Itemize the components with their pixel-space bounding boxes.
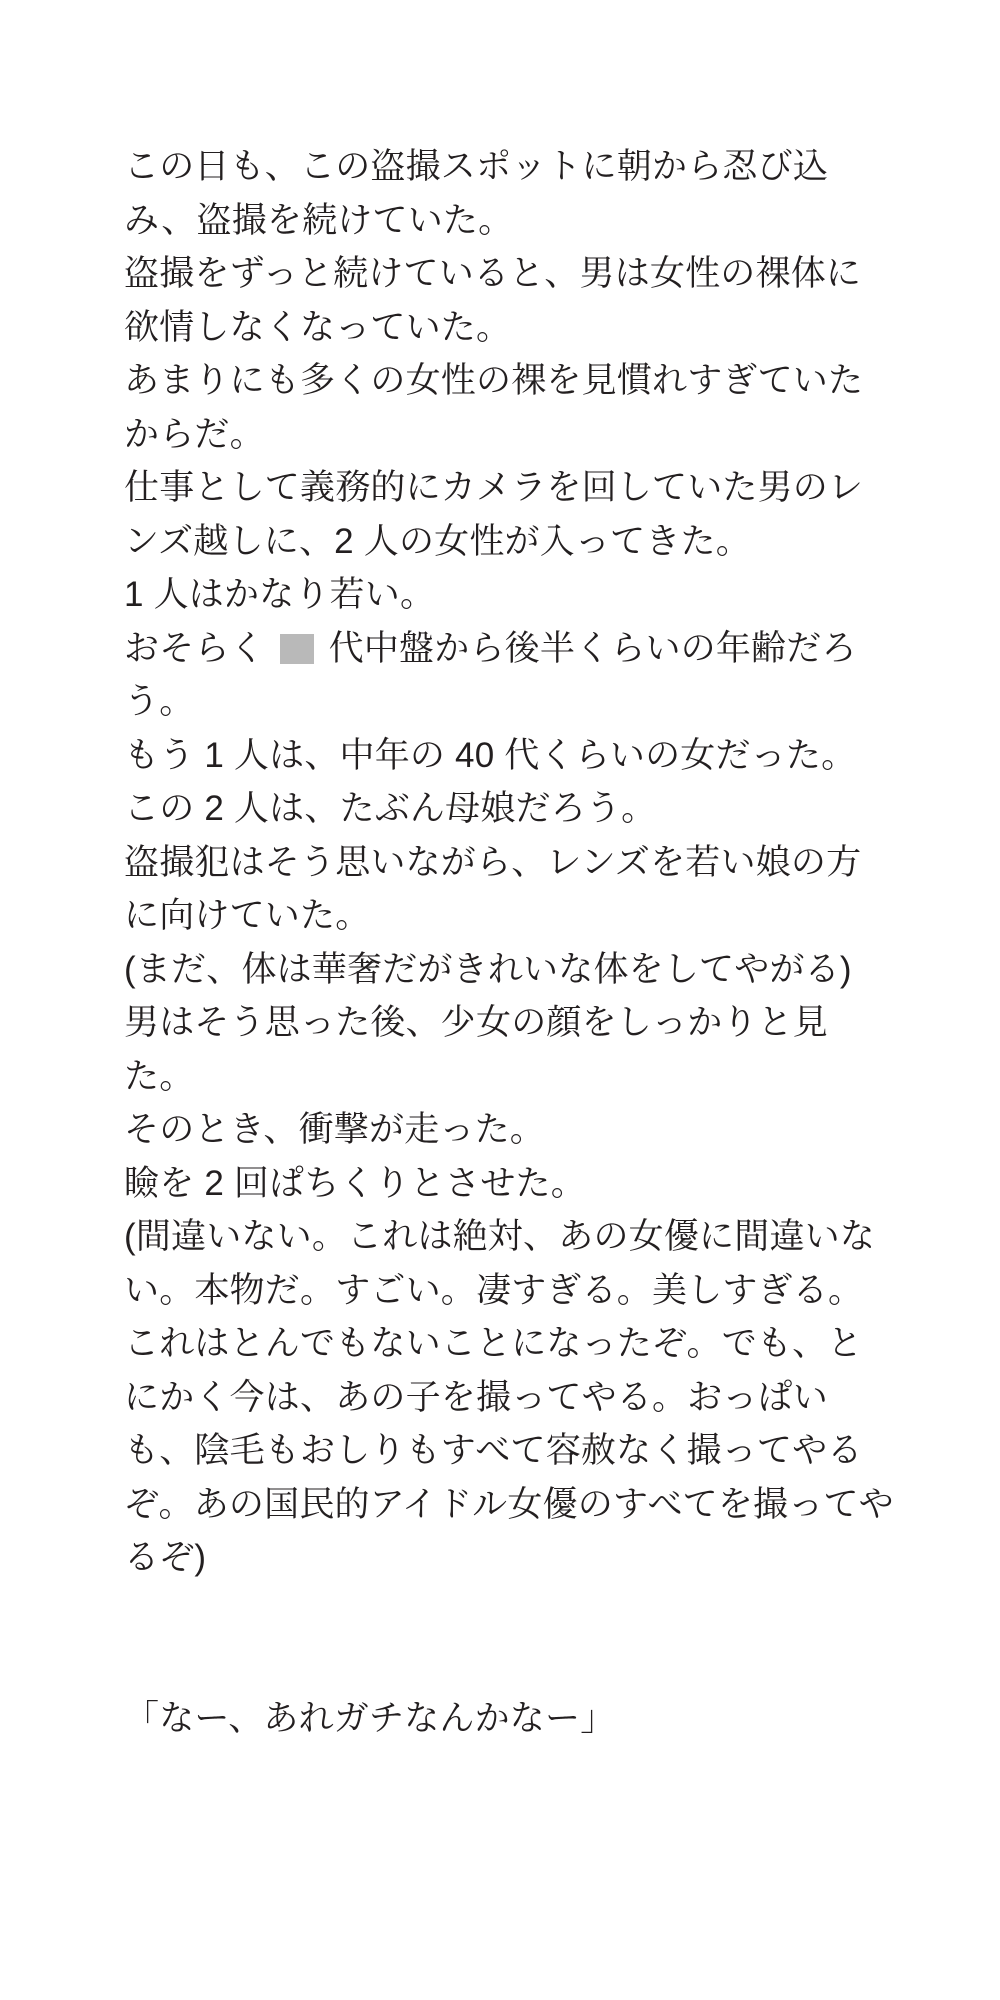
paragraph-11: そのとき、衝撃が走った。 (124, 1110, 546, 1149)
paragraph-8: 盗撮犯はそう思いながら、レンズを若い娘の方に向けていた。 (124, 842, 862, 935)
paragraph-5: 1 人はかなり若い。 (124, 575, 436, 614)
paragraph-10: 男はそう思った後、少女の顔をしっかりと見た。 (124, 1003, 829, 1096)
redacted-line-before: おそらく (124, 628, 275, 668)
paragraph-6: もう 1 人は、中年の 40 代くらいの女だった。 (124, 735, 857, 775)
redacted-line-after: 代中盤から後半くらいの年齢だろう。 (124, 628, 857, 721)
paragraph-2: 盗撮をずっと続けていると、男は女性の裸体に欲情しなくなっていた。 (124, 254, 862, 347)
paragraph-7: この 2 人は、たぶん母娘だろう。 (124, 789, 657, 828)
paragraph-13: (間違いない。これは絶対、あの女優に間違いない。本物だ。すごい。凄すぎる。美しすぎる。これはとんでもないことになったぞ。でも、とにかく今は、あの子を撮ってやる。おっぱいも、陰毛もおしりもすべて容赦なく撮ってやるぞ。あの国民的アイドル女優のすべてを撮ってやるぞ) (124, 1217, 894, 1577)
story-text-column (124, 140, 894, 1745)
paragraph-spacer (124, 1585, 894, 1692)
redaction-block (280, 634, 314, 664)
paragraph-1: この日も、この盗撮スポットに朝から忍び込み、盗撮を続けていた。 (124, 147, 829, 240)
paragraph-redacted (124, 622, 894, 729)
paragraph-4: 仕事として義務的にカメラを回していた男のレンズ越しに、2 人の女性が入ってきた。 (124, 468, 864, 561)
paragraph-3: あまりにも多くの女性の裸を見慣れすぎていたからだ。 (124, 361, 864, 454)
paragraph-9: (まだ、体は華奢だがきれいな体をしてやがる) (124, 949, 852, 989)
dialogue-line: 「なー、あれガチなんかなー」 (124, 1698, 616, 1738)
paragraph-12: 瞼を 2 回ぱちくりとさせた。 (124, 1163, 586, 1203)
